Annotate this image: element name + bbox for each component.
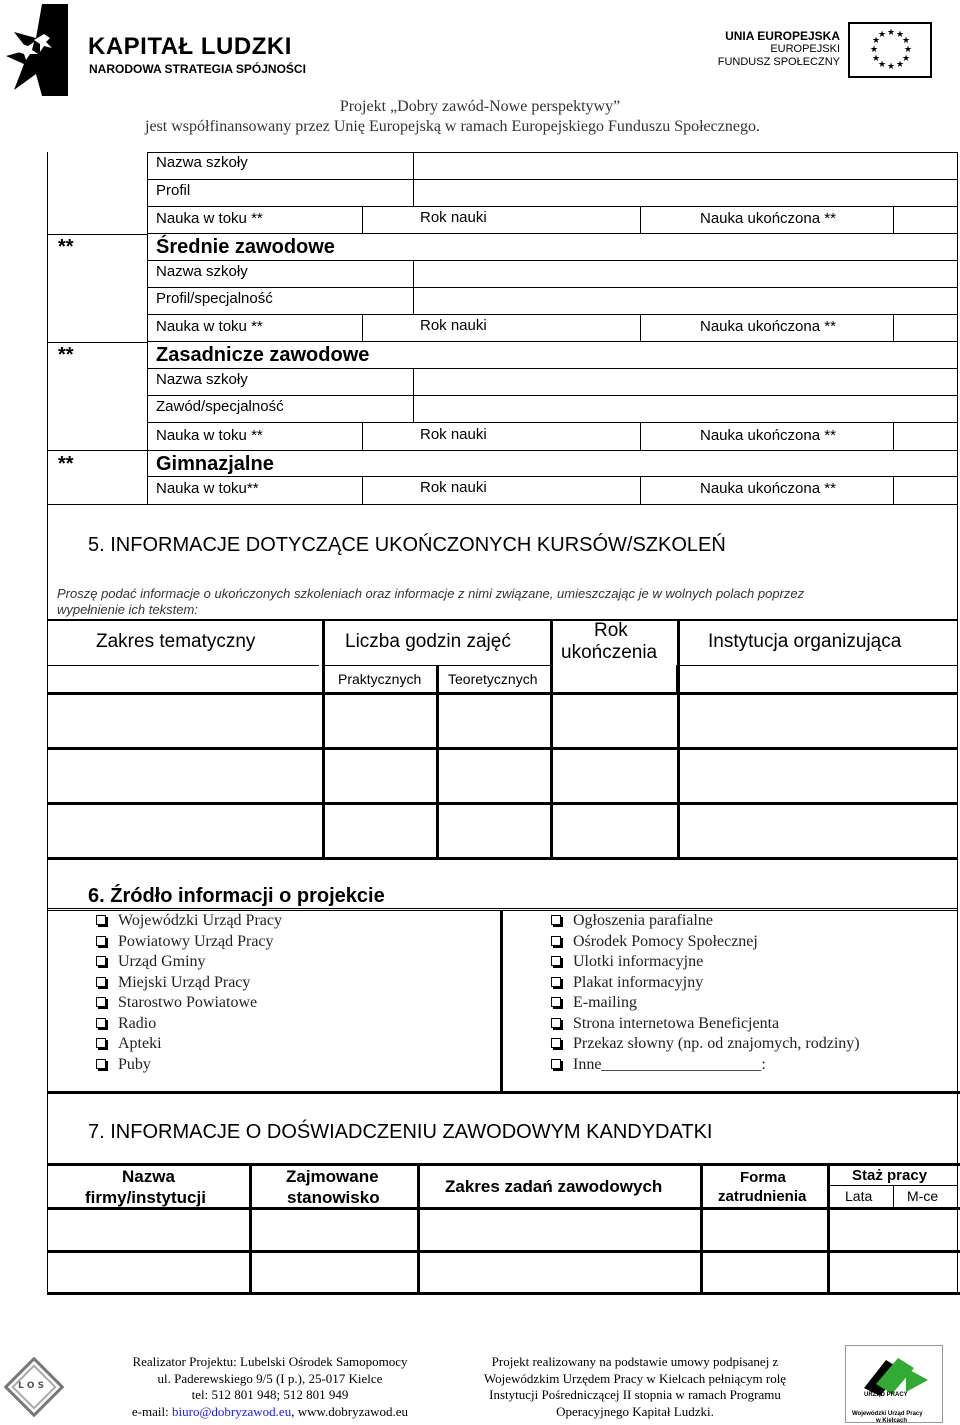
footer-right-1: Projekt realizowany na podstawie umowy podpisanej z <box>491 1354 779 1369</box>
checkbox-icon[interactable] <box>96 1018 106 1028</box>
checkbox-icon[interactable] <box>551 1018 561 1028</box>
source-list-right <box>551 912 860 1076</box>
col-form-1: Forma <box>740 1169 786 1186</box>
svg-text:★: ★ <box>872 54 881 64</box>
footer-right <box>460 1354 810 1420</box>
footer-right-2: Wojewódzkim Urzędem Pracy w Kielcach pełniącym rolę <box>483 1370 787 1386</box>
source-option-label: Ulotki informacyjne <box>573 953 704 970</box>
svg-text:★: ★ <box>887 62 896 72</box>
checkbox-icon[interactable] <box>96 915 106 925</box>
col-months: M-ce <box>907 1188 939 1204</box>
svg-text:★: ★ <box>887 28 896 38</box>
secondary-vocational-title: Średnie zawodowe <box>156 236 335 258</box>
project-funding: jest współfinansowany przez Unię Europejską w ramach Europejskiego Funduszu Społecznego. <box>145 118 760 135</box>
svg-text:★: ★ <box>902 54 911 64</box>
source-option-label: Ośrodek Pomocy Społecznej <box>573 932 758 950</box>
col-years: Lata <box>845 1188 873 1204</box>
project-title: Projekt „Dobry zawód-Nowe perspektywy” <box>339 98 621 115</box>
source-option[interactable] <box>96 994 282 1015</box>
source-list-left <box>96 912 282 1076</box>
footer-left-4: e-mail: biuro@dobryzawod.eu, www.dobryzawod.eu <box>131 1403 409 1419</box>
email-link[interactable]: biuro@dobryzawod.eu <box>172 1403 292 1419</box>
section-7-title: 7. INFORMACJE O DOŚWIADCZENIU ZAWODOWYM KANDYDATKI <box>88 1121 713 1143</box>
year-label: Rok nauki <box>420 317 487 334</box>
svg-text:★: ★ <box>896 30 905 40</box>
year-label: Rok nauki <box>420 426 487 443</box>
checkbox-icon[interactable] <box>96 956 106 966</box>
source-option[interactable] <box>551 1035 860 1056</box>
wup-logo-text-2: Wojewódzki Urząd Pracy <box>852 1411 923 1417</box>
wup-logo-text-1: URZĄD PRACY <box>864 1392 908 1398</box>
footer-right-4: Operacyjnego Kapitał Ludzki. <box>556 1403 714 1419</box>
source-option-label: Strona internetowa Beneficjenta <box>573 1014 780 1032</box>
eu-line3: FUNDUSZ SPOŁECZNY <box>717 56 840 68</box>
svg-text:★: ★ <box>902 36 911 46</box>
checkbox-icon[interactable] <box>96 977 106 987</box>
col-seniority: Staż pracy <box>852 1167 928 1184</box>
source-option[interactable] <box>96 1035 282 1056</box>
checkbox-icon[interactable] <box>551 977 561 987</box>
source-option-label: Ogłoszenia parafialne <box>573 912 713 929</box>
checkbox-icon[interactable] <box>96 997 106 1007</box>
col-hours: Liczba godzin zajęć <box>345 631 511 652</box>
profile-spec-label: Profil/specjalność <box>156 290 273 307</box>
source-option-label: Plakat informacyjny <box>573 973 704 991</box>
source-option[interactable] <box>96 953 282 974</box>
eu-text <box>718 30 840 69</box>
source-option[interactable] <box>551 953 860 974</box>
svg-text:★: ★ <box>870 45 879 55</box>
section-5-title: 5. INFORMACJE DOTYCZĄCE UKOŃCZONYCH KURSÓW/SZKOLEŃ <box>88 534 726 556</box>
source-option-label: Wojewódzki Urząd Pracy <box>118 912 282 929</box>
school-name-label: Nazwa szkoły <box>156 154 248 171</box>
year-label: Rok nauki <box>420 479 487 496</box>
sub-theoretical: Teoretycznych <box>448 671 538 687</box>
col-tasks: Zakres zadań zawodowych <box>445 1177 663 1196</box>
source-option[interactable] <box>96 1056 282 1077</box>
col-form-2: zatrudnienia <box>718 1188 807 1205</box>
section-5-instruction: Proszę podać informacje o ukończonych szkoleniach oraz informacje z nimi związane, umieszczając je w wolnych polach poprzez <box>57 586 805 601</box>
completed-label: Nauka ukończona ** <box>700 480 836 497</box>
source-option-label: Miejski Urząd Pracy <box>118 973 251 991</box>
school-name-label: Nazwa szkoły <box>156 263 248 280</box>
completed-label: Nauka ukończona ** <box>700 427 836 444</box>
source-option-label: Powiatowy Urząd Pracy <box>118 932 274 950</box>
basic-vocational-title: Zasadnicze zawodowe <box>156 344 370 366</box>
source-option-label: Urząd Gminy <box>118 953 206 970</box>
in-progress-label: Nauka w toku ** <box>156 318 263 335</box>
eu-line2: EUROPEJSKI <box>770 43 840 55</box>
col-topic: Zakres tematyczny <box>96 631 256 652</box>
checkbox-icon[interactable] <box>551 936 561 946</box>
checkbox-icon[interactable] <box>96 1038 106 1048</box>
footer-left <box>100 1354 440 1420</box>
wup-logo <box>845 1345 943 1423</box>
checkbox-icon[interactable] <box>551 915 561 925</box>
kapital-ludzki-subtitle: NARODOWA STRATEGIA SPÓJNOŚCI <box>89 62 306 76</box>
svg-text:★: ★ <box>872 36 881 46</box>
stars-marker: ** <box>58 344 74 366</box>
stars-marker: ** <box>58 236 74 258</box>
footer-left-2: ul. Paderewskiego 9/5 (I p.), 25-017 Kielce <box>157 1370 383 1386</box>
source-option[interactable] <box>551 1056 860 1077</box>
checkbox-icon[interactable] <box>551 956 561 966</box>
source-option-label: Starostwo Powiatowe <box>118 994 258 1011</box>
source-option-label: Puby <box>118 1055 151 1073</box>
col-position-1: Zajmowane <box>286 1167 379 1186</box>
source-option[interactable] <box>551 974 860 995</box>
completed-label: Nauka ukończona ** <box>700 318 836 335</box>
in-progress-label: Nauka w toku ** <box>156 210 263 227</box>
year-label: Rok nauki <box>420 209 487 226</box>
footer-right-3: Instytucji Pośredniczącej II stopnia w ramach Programu <box>489 1387 781 1402</box>
source-option[interactable] <box>96 912 282 933</box>
source-option[interactable] <box>551 1015 860 1036</box>
checkbox-icon[interactable] <box>551 1059 561 1069</box>
eu-flag-icon <box>848 22 932 78</box>
los-logo <box>4 1357 64 1417</box>
footer-left-1: Realizator Projektu: Lubelski Ośrodek Samopomocy <box>132 1354 408 1369</box>
checkbox-icon[interactable] <box>96 1059 106 1069</box>
kapital-ludzki-title: KAPITAŁ LUDZKI <box>88 33 292 60</box>
source-option[interactable] <box>96 1015 282 1036</box>
svg-text:★: ★ <box>904 45 913 55</box>
svg-text:★: ★ <box>896 60 905 70</box>
occupation-spec-label: Zawód/specjalność <box>156 398 284 415</box>
wup-logo-text-3: w Kielcach <box>876 1418 908 1424</box>
section-5-instruction-2: wypełnienie ich tekstem: <box>57 602 198 617</box>
source-option[interactable] <box>551 994 860 1015</box>
source-option-label: E-mailing <box>573 994 637 1011</box>
col-company-2: firmy/instytucji <box>85 1188 206 1207</box>
source-option-label: Inne____________________: <box>573 1055 766 1073</box>
source-option[interactable] <box>551 912 860 933</box>
stars-marker: ** <box>58 453 74 475</box>
col-year-line2: ukończenia <box>561 642 658 663</box>
in-progress-label: Nauka w toku ** <box>156 427 263 444</box>
checkbox-icon[interactable] <box>551 997 561 1007</box>
profile-label: Profil <box>156 182 191 199</box>
source-option[interactable] <box>96 933 282 954</box>
gymnasium-title: Gimnazjalne <box>156 453 274 475</box>
svg-text:★: ★ <box>878 60 887 70</box>
completed-label: Nauka ukończona ** <box>700 210 836 227</box>
col-institution: Instytucja organizująca <box>708 631 902 652</box>
school-name-label: Nazwa szkoły <box>156 371 248 388</box>
los-logo-text: L O S <box>18 1381 45 1391</box>
source-option[interactable] <box>96 974 282 995</box>
footer-left-3: tel: 512 801 948; 512 801 949 <box>191 1387 349 1402</box>
sub-practical: Praktycznych <box>338 671 422 687</box>
source-option-label: Apteki <box>118 1035 162 1052</box>
svg-text:★: ★ <box>878 30 887 40</box>
source-option-label: Radio <box>118 1014 157 1032</box>
source-option[interactable] <box>551 933 860 954</box>
in-progress-label: Nauka w toku** <box>156 480 259 497</box>
col-position-2: stanowisko <box>287 1188 380 1207</box>
eu-line1: UNIA EUROPEJSKA <box>725 29 840 43</box>
col-company-1: Nazwa <box>122 1167 175 1186</box>
checkbox-icon[interactable] <box>96 936 106 946</box>
col-year-line1: Rok <box>594 620 628 641</box>
section-6-title: 6. Źródło informacji o projekcie <box>88 885 385 907</box>
checkbox-icon[interactable] <box>551 1038 561 1048</box>
kapital-ludzki-logo <box>6 4 68 96</box>
source-option-label: Przekaz słowny (np. od znajomych, rodziny) <box>573 1035 860 1052</box>
